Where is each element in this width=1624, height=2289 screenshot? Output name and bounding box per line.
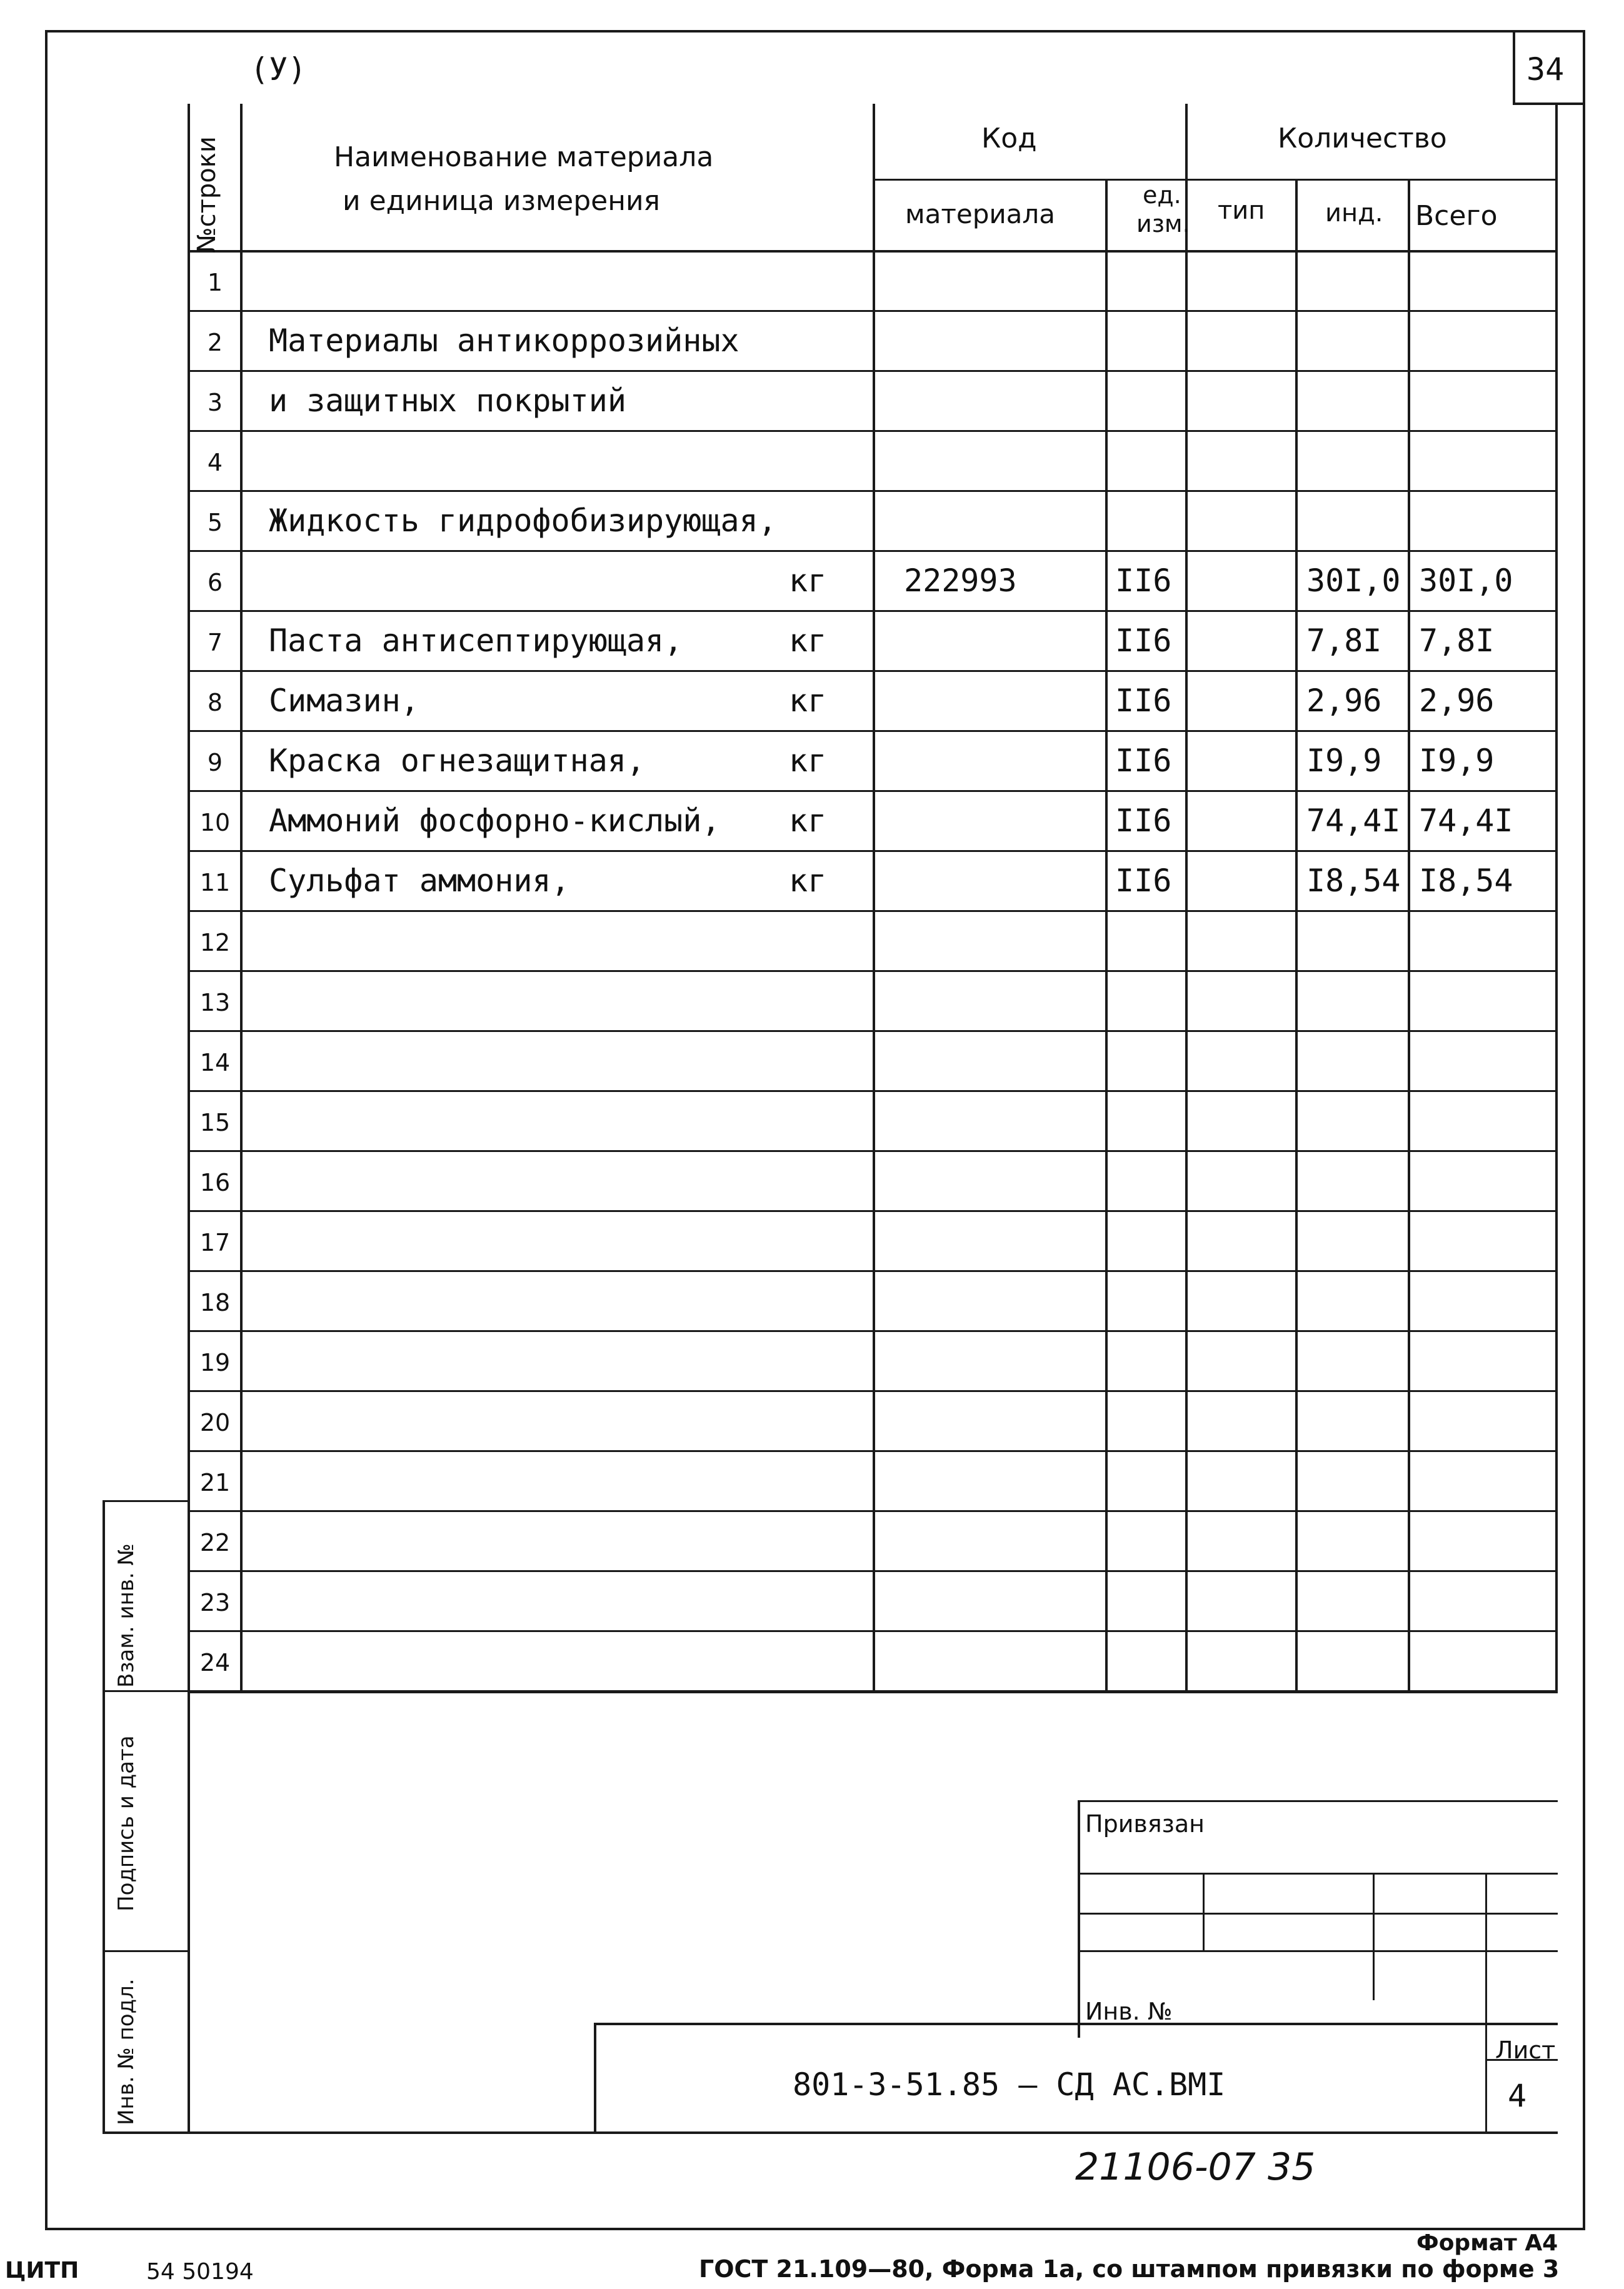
page-number-box-left: [1513, 30, 1515, 104]
stamp-vline-1: [1203, 1873, 1205, 1950]
material-name: Паста антисептирующая,: [269, 623, 683, 659]
row-number: 21: [199, 1469, 231, 1496]
row-number: 2: [207, 329, 223, 356]
total-qty: 74,4I: [1419, 803, 1513, 839]
row-number: 24: [199, 1649, 231, 1676]
ind-header: инд.: [1325, 199, 1383, 228]
side-label-vzam: Взам. инв. №: [114, 1543, 139, 1688]
row-number: 11: [199, 869, 231, 896]
ind-qty: I9,9: [1306, 743, 1382, 779]
side-label-podpis: Подпись и дата: [114, 1735, 139, 1911]
row-line: [188, 1510, 1558, 1512]
unit-code: II6: [1115, 683, 1172, 719]
material-name: и защитных покрытий: [269, 383, 626, 419]
unit-header-2: изм.: [1136, 210, 1190, 238]
material-name: Аммоний фосфорно-кислый,: [269, 803, 721, 839]
designation: 801-3-51.85 – СД АС.ВМI: [793, 2066, 1226, 2103]
row-line: [188, 370, 1558, 372]
ind-qty: 2,96: [1306, 683, 1382, 719]
bottom-line: [103, 2131, 1558, 2134]
unit-code: II6: [1115, 623, 1172, 659]
row-number: 13: [199, 989, 231, 1016]
row-line: [188, 790, 1558, 792]
col-line-no: [240, 104, 243, 1690]
title-block-list-left: [1485, 2023, 1487, 2133]
header-sub-line: [873, 179, 1558, 181]
page-number-box-bottom: [1513, 103, 1585, 105]
row-number: 3: [207, 389, 223, 416]
handwritten-number: 21106-07 35: [1075, 2145, 1316, 2189]
total-qty: 30I,0: [1419, 563, 1513, 599]
unit-of-measure: кг: [789, 803, 827, 839]
row-line: [188, 1390, 1558, 1392]
frame-left: [45, 30, 48, 2230]
row-line: [188, 730, 1558, 732]
header-bottom-line: [188, 250, 1558, 253]
row-number: 12: [199, 929, 231, 956]
code-header: Код: [981, 123, 1037, 154]
material-name: Жидкость гидрофобизирующая,: [269, 503, 777, 539]
unit-of-measure: кг: [789, 563, 827, 599]
row-number: 18: [199, 1289, 231, 1316]
unit-of-measure: кг: [789, 743, 827, 779]
col-line-type: [1185, 104, 1188, 1690]
ind-qty: 74,4I: [1306, 803, 1401, 839]
col-line-right: [1555, 104, 1558, 1690]
row-line: [188, 850, 1558, 852]
material-name: Сульфат аммония,: [269, 863, 570, 899]
sheet-number: 4: [1508, 2078, 1527, 2114]
inv-no-label: Инв. №: [1085, 1998, 1173, 2025]
page-number: 34: [1526, 51, 1565, 88]
row-line: [188, 1210, 1558, 1212]
stamp-vline-3: [1485, 1873, 1487, 2038]
row-line: [188, 1630, 1558, 1632]
col-line-unit: [1105, 179, 1108, 1690]
name-header-line1: Наименование материала: [334, 141, 714, 173]
unit-code: II6: [1115, 743, 1172, 779]
row-line: [188, 610, 1558, 612]
row-line: [188, 550, 1558, 552]
row-number: 19: [199, 1349, 231, 1376]
total-qty: I8,54: [1419, 863, 1513, 899]
row-line: [188, 310, 1558, 312]
margin-line-2: [103, 1950, 190, 1952]
material-name: Краска огнезащитная,: [269, 743, 646, 779]
row-line: [188, 1090, 1558, 1092]
format-label: Формат А4: [1416, 2230, 1558, 2256]
name-header-line2: и единица измерения: [343, 185, 661, 217]
unit-code: II6: [1115, 803, 1172, 839]
row-number: 20: [199, 1409, 231, 1436]
row-line: [188, 1330, 1558, 1332]
row-number: 7: [207, 629, 223, 656]
list-label: Лист: [1495, 2036, 1556, 2064]
material-code: 222993: [904, 563, 1017, 599]
ind-qty: 30I,0: [1306, 563, 1401, 599]
frame-right: [1583, 30, 1585, 2230]
row-line: [188, 670, 1558, 672]
total-header: Всего: [1415, 200, 1498, 232]
row-line: [188, 970, 1558, 972]
row-line: [188, 430, 1558, 432]
row-number: 9: [207, 749, 223, 776]
col-line-code: [873, 104, 875, 1690]
row-line: [188, 1450, 1558, 1452]
margin-col-line: [103, 1500, 105, 2134]
title-block-top: [594, 2023, 1558, 2025]
frame-top: [45, 30, 1585, 33]
unit-of-measure: кг: [789, 623, 827, 659]
stamp-vline-2: [1373, 1873, 1375, 2000]
total-qty: 2,96: [1419, 683, 1495, 719]
row-number: 4: [207, 449, 223, 476]
row-number: 8: [207, 689, 223, 716]
unit-header: ед.: [1143, 181, 1181, 209]
row-no-header: №строки: [193, 136, 221, 253]
row-number: 23: [199, 1589, 231, 1616]
page-marker: (У): [250, 51, 307, 88]
title-block-left: [594, 2023, 596, 2133]
row-number: 16: [199, 1169, 231, 1196]
row-line: [188, 1690, 1558, 1693]
footer-left: ЦИТП: [5, 2258, 79, 2283]
unit-code: II6: [1115, 863, 1172, 899]
stamp-top: [1078, 1800, 1558, 1802]
footer-gost: ГОСТ 21.109—80, Форма 1а, со штампом привязки по форме 3: [699, 2255, 1560, 2283]
row-line: [188, 1270, 1558, 1272]
row-number: 5: [207, 509, 223, 536]
stamp-left: [1078, 1800, 1080, 2038]
col-line-left: [188, 104, 190, 1690]
ind-qty: I8,54: [1306, 863, 1401, 899]
margin-top-line: [103, 1500, 190, 1502]
material-name: Симазин,: [269, 683, 419, 719]
quantity-header: Количество: [1278, 123, 1447, 154]
footer-left-number: 54 50194: [146, 2259, 254, 2285]
frame-bottom: [45, 2228, 1585, 2230]
total-qty: 7,8I: [1419, 623, 1495, 659]
type-header: тип: [1218, 196, 1265, 225]
unit-code: II6: [1115, 563, 1172, 599]
margin-line-1: [103, 1690, 190, 1692]
margin-inner-line: [188, 1690, 190, 2134]
row-number: 15: [199, 1109, 231, 1136]
row-number: 17: [199, 1229, 231, 1256]
ind-qty: 7,8I: [1306, 623, 1382, 659]
row-number: 1: [207, 269, 223, 296]
side-label-inv-podl: Инв. № подл.: [114, 1978, 139, 2125]
row-number: 22: [199, 1529, 231, 1556]
col-line-ind: [1295, 179, 1298, 1690]
row-number: 10: [199, 809, 231, 836]
material-code-header: материала: [905, 199, 1056, 229]
unit-of-measure: кг: [789, 863, 827, 899]
row-line: [188, 1030, 1558, 1032]
privyazan-label: Привязан: [1085, 1810, 1205, 1838]
row-line: [188, 910, 1558, 912]
col-line-total: [1408, 179, 1410, 1690]
material-name: Материалы антикоррозийных: [269, 323, 739, 359]
unit-of-measure: кг: [789, 683, 827, 719]
row-line: [188, 490, 1558, 492]
row-number: 14: [199, 1049, 231, 1076]
row-number: 6: [207, 569, 223, 596]
row-line: [188, 1570, 1558, 1572]
row-line: [188, 1150, 1558, 1152]
total-qty: I9,9: [1419, 743, 1495, 779]
